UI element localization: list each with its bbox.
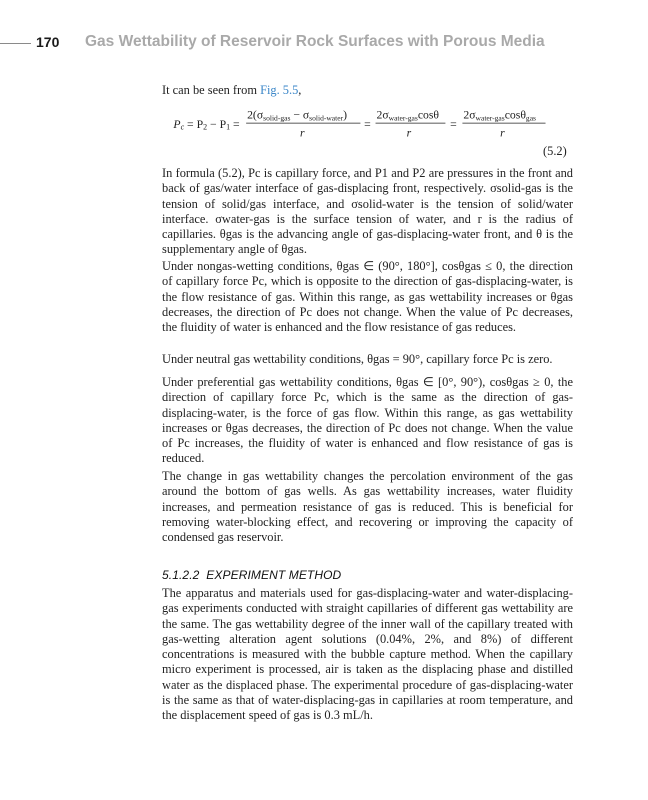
- intro-lead: It can be seen from: [162, 83, 261, 97]
- section-number: 5.1.2.2: [162, 568, 200, 582]
- svg-text:2(σsolid-gas − σsolid-water): [247, 108, 347, 122]
- paragraph-neutral-wetting: Under neutral gas wettability conditions, θgas = 90°, capillary force Pc is zero.: [162, 352, 553, 366]
- frac2-sub: water-gas: [388, 113, 418, 123]
- frac3-sub-a: water-gas: [475, 113, 505, 123]
- frac1-sub-b: solid-water: [309, 113, 344, 123]
- paragraph-experiment-method: The apparatus and materials used for gas-displacing-water and water-displacing-gas experiments conducted with straight capillaries of different gas wettability are the same. The gas wettability degree of the inner wall of the capillary treated with gas-wetting alteration agent solutions (0.04%, 2%, and 8%) of different concentrations is measured with the bubble capture method. When the capillary micro experiment is processed, air is taken as the displacing phase and distilled water as the displaced phase. The experimental procedure of gas-displacing-water is the same as that of water-displacing-gas in capillaries at room temperature, and the displacement speed of gas is 0.3 mL/h.: [162, 586, 573, 723]
- paragraph-nongas-wetting: Under nongas-wetting conditions, θgas ∈ (90°, 180°], cosθgas ≤ 0, the direction of capillary force Pc, which is opposite to the direction of gas-displacing-water, is the flow resistance of gas. Within this range, as gas wettability increases or θgas decreases, the direction of Pc does not change. When the value of Pc decreases, the fluidity of water is enhanced and the flow resistance of gas reduces.: [162, 259, 573, 335]
- eq-sub1: 1: [226, 122, 231, 132]
- frac2-num-prefix: 2σ: [376, 108, 389, 122]
- intro-sentence: [162, 83, 301, 98]
- paragraph-percolation-environment: The change in gas wettability changes the percolation environment of the gas around the bottom of gas wells. As gas wettability increases, water fluidity increases, and permeation resistance of gas is reduced. This is beneficial for removing water-blocking effect, and recovering or improving the capacity of condensed gas reservoir.: [162, 469, 573, 545]
- frac3-den: r: [500, 126, 505, 140]
- frac1-mid: − σ: [290, 108, 310, 122]
- frac1-num-suffix: ): [343, 108, 348, 122]
- frac1-num-prefix: 2(σ: [247, 108, 264, 122]
- equation-5-2: [162, 108, 573, 142]
- equation-number: (5.2): [543, 144, 567, 158]
- paragraph-preferential-wetting: Under preferential gas wettability conditions, θgas ∈ [0°, 90°), cosθgas ≥ 0, the direction of capillary force Pc, which is the same as the direction of gas-displacing-water, is the force of gas flow. Within this range, as gas wettability increases or θgas decreases, the direction of Pc does not change. When the value of Pc increases, the fluidity of water is enhanced and flow resistance of gas is reduced.: [162, 375, 573, 466]
- eq-lhs: P: [173, 117, 181, 131]
- intro-tail: ,: [298, 83, 302, 97]
- header-rule: [0, 43, 31, 44]
- eq-sub2: 2: [203, 122, 208, 132]
- eq-eq4: =: [450, 117, 457, 131]
- svg-text:Pc = P2 − P1 =: [172, 118, 240, 132]
- frac2-den: r: [406, 126, 412, 140]
- frac1-sub-a: solid-gas: [263, 113, 291, 123]
- frac3-mid: cosθ: [504, 108, 526, 122]
- page-number: 170: [36, 34, 60, 50]
- eq-eq1: = P: [184, 117, 204, 131]
- eq-eq3: =: [364, 117, 371, 131]
- svg-text:2σwater-gascosθ: [376, 108, 439, 122]
- svg-text:2σwater-gascosθgas: [463, 108, 536, 122]
- frac1-den: r: [299, 126, 305, 140]
- eq-lhs-sub: c: [180, 122, 185, 132]
- section-title: EXPERIMENT METHOD: [206, 568, 342, 582]
- section-heading: [162, 568, 341, 582]
- frac2-num-suffix: cosθ: [417, 108, 440, 122]
- paragraph-formula-description: In formula (5.2), Pc is capillary force, and P1 and P2 are pressures in the front and back of gas/water interface of gas-displacing front, respectively. σsolid-gas is the tension of solid/gas interface, and σsolid-water is the tension of solid/water interface. σwater-gas is the surface tension of water, and r is the radius of capillaries. θgas is the advancing angle of gas-displacing-water front, and θ is the supplementary angle of θgas.: [162, 166, 573, 257]
- frac3-num-prefix: 2σ: [463, 108, 476, 122]
- eq-eq2: =: [230, 117, 240, 131]
- eq-minus: − P: [207, 117, 227, 131]
- frac3-sub-b: gas: [525, 113, 537, 123]
- figure-link[interactable]: Fig. 5.5: [260, 83, 299, 97]
- running-head: Gas Wettability of Reservoir Rock Surfaces with Porous Media: [85, 33, 545, 50]
